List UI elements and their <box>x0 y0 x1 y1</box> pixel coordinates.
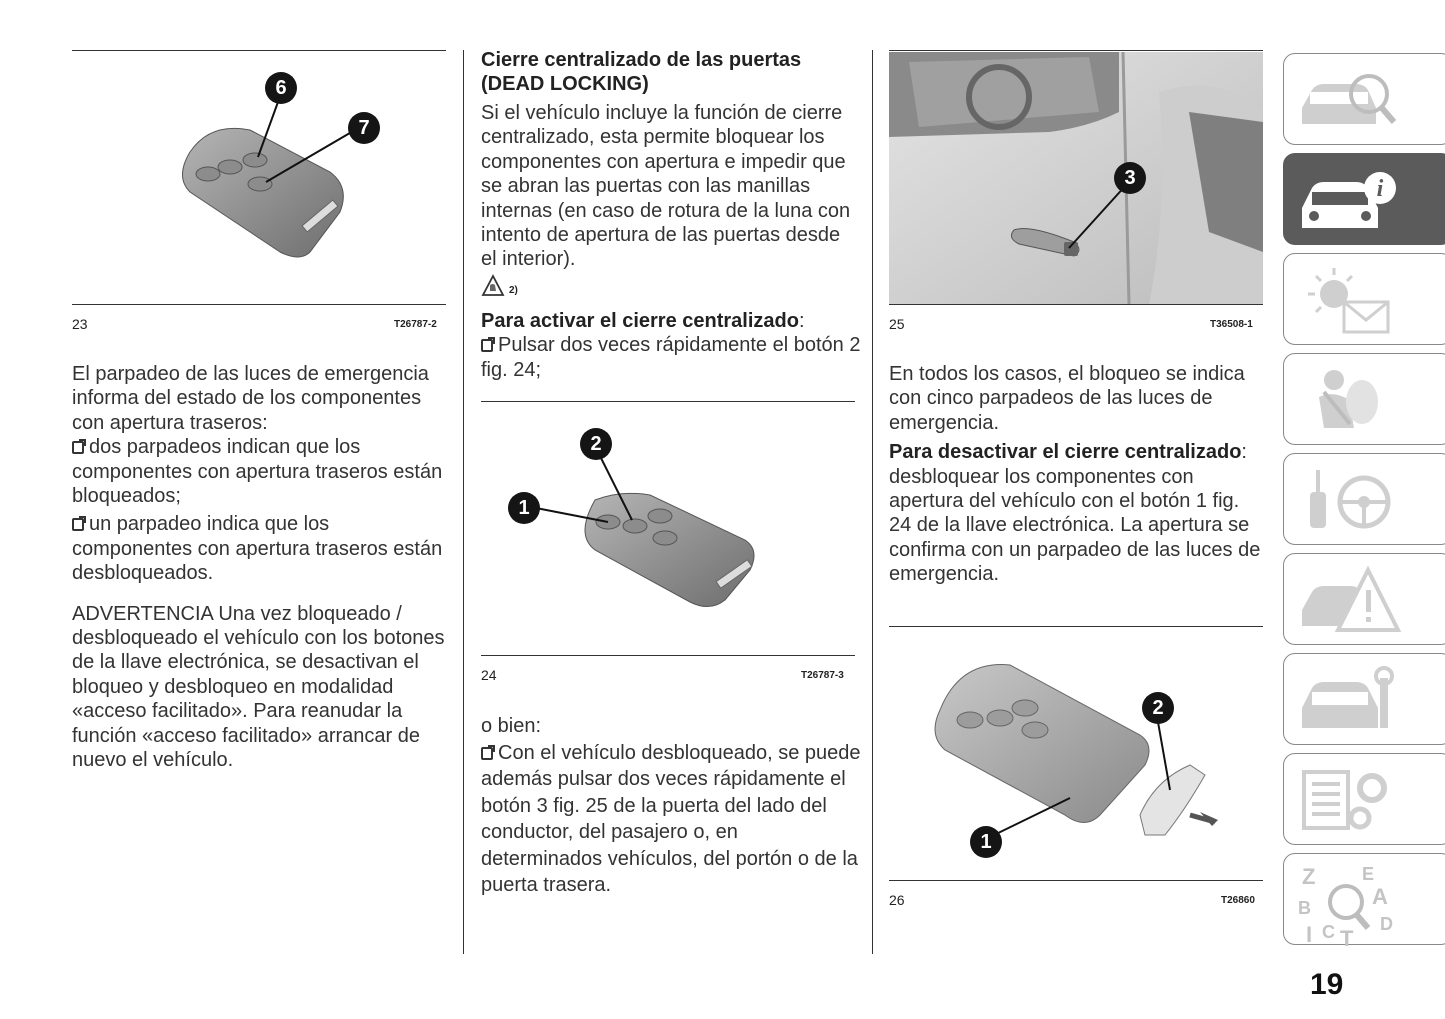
bullet-icon <box>72 441 84 454</box>
warning-reference <box>481 274 541 300</box>
alternative-bullet-text: Con el vehículo desbloqueado, se puede además pulsar dos veces rápidamente el botón 3 fig. 25 de la puerta del lado del conductor, del pasajero o, en determinados vehículos, del portón o de la puerta trasera. <box>481 741 861 896</box>
deactivate-label: Para desactivar el cierre centralizado <box>889 441 1242 464</box>
index-letter-i: I <box>1306 922 1313 946</box>
dead-locking-intro: Si el vehículo incluye la función de cierre centralizado, esta permite bloquear los componentes con apertura e impedir que se abran las puertas con las manillas internas (en caso de rotura de la luna con intento de apertura de las puertas desde el interior). <box>481 102 851 271</box>
figure-25-number: 25 <box>889 316 905 332</box>
figure-26-rule <box>889 880 1263 881</box>
callout-7: 7 <box>348 112 380 144</box>
bullet-icon <box>72 518 84 531</box>
dead-locking-heading: Cierre centralizado de las puertas (DEAD LOCKING) <box>481 49 802 95</box>
figure-26-top-rule <box>889 626 1263 627</box>
car-wrench-icon <box>1294 662 1404 738</box>
index-letter-t: T <box>1340 926 1354 946</box>
figure-24-rule <box>481 655 855 656</box>
figure-26-number: 26 <box>889 892 905 908</box>
activate-bullet-text: Pulsar dos veces rápidamente el botón 2 fig. 24; <box>481 334 861 381</box>
callout-3: 3 <box>1114 162 1146 194</box>
figure-25-rule <box>889 304 1263 305</box>
warning-paragraph: ADVERTENCIA Una vez bloqueado / desbloqueado el vehículo con los botones de la llave electrónica, se desactivan el bloqueo y desbloqueo en modalidad «acceso facilitado». Para reanudar la función «acceso facilitado» arrancar de nuevo el vehículo. <box>72 602 445 772</box>
bullet-icon <box>481 747 493 760</box>
figure-24-number: 24 <box>481 667 497 683</box>
index-letter-b: B <box>1298 898 1311 918</box>
activate-section <box>481 309 861 382</box>
bullet-one-flash <box>72 512 446 585</box>
key-card-emergency-key-illustration <box>900 640 1260 870</box>
or-text: o bien: <box>481 715 542 737</box>
tab-maintenance[interactable] <box>1283 653 1445 745</box>
light-message-icon <box>1294 262 1404 338</box>
tab-safety[interactable] <box>1283 353 1445 445</box>
callout-6: 6 <box>265 72 297 104</box>
figure-25-top-rule <box>889 50 1263 51</box>
tab-dashboard[interactable] <box>1283 253 1445 345</box>
figure-23-rule <box>72 304 446 305</box>
car-warning-icon <box>1294 562 1404 638</box>
tab-knowing-vehicle[interactable] <box>1283 53 1445 145</box>
index-letter-e: E <box>1362 864 1375 884</box>
tab-info[interactable] <box>1283 153 1445 245</box>
car-magnifier-icon <box>1294 62 1404 138</box>
hazard-lights-paragraph: El parpadeo de las luces de emergencia informa del estado de los componentes con apertura traseros: <box>72 363 429 434</box>
alternative-bullet <box>481 740 861 899</box>
tab-index[interactable] <box>1283 853 1445 945</box>
column-divider-2 <box>872 50 873 954</box>
figure-24-top-rule <box>481 401 855 402</box>
callout-1: 1 <box>970 826 1002 858</box>
warning-reference-number: 2) <box>509 285 518 296</box>
page-number: 19 <box>1310 968 1344 1001</box>
figure-23-code: T26787-2 <box>394 319 437 330</box>
warning-hand-icon <box>481 274 505 298</box>
column1-top-rule <box>72 50 446 51</box>
bullet-one-flash-text: un parpadeo indica que los componentes con apertura traseros están desbloqueados. <box>72 513 443 585</box>
figure-26-image <box>900 640 1260 870</box>
column1-text <box>72 362 446 773</box>
airbag-person-icon <box>1294 362 1404 438</box>
car-door-photo <box>889 52 1263 304</box>
tab-starting-driving[interactable] <box>1283 453 1445 545</box>
deactivate-paragraph <box>889 440 1267 586</box>
index-letter-c: C <box>1322 922 1335 942</box>
callout-1: 1 <box>508 492 540 524</box>
bullet-icon <box>481 339 493 352</box>
car-info-icon <box>1294 162 1404 238</box>
key-card-illustration <box>500 420 820 630</box>
bullet-two-flashes-text: dos parpadeos indican que los componentes con apertura traseros están bloqueados; <box>72 436 443 508</box>
figure-24-image <box>500 420 820 630</box>
callout-2: 2 <box>1142 692 1174 724</box>
list-gears-icon <box>1294 762 1404 838</box>
figure-26-code: T26860 <box>1221 895 1255 906</box>
figure-25-image <box>889 52 1263 304</box>
activate-bullet <box>481 333 861 382</box>
figure-23-image <box>150 62 440 282</box>
alternative-section <box>481 713 861 899</box>
tab-emergency[interactable] <box>1283 553 1445 645</box>
activate-colon: : <box>798 310 805 332</box>
svg-text:i: i <box>1376 176 1384 202</box>
index-letter-d: D <box>1380 914 1393 934</box>
tab-technical-data[interactable] <box>1283 753 1445 845</box>
callout-2: 2 <box>580 428 612 460</box>
deactivate-text: : desbloquear los componentes con apertura del vehículo con el botón 1 fig. 24 de la llave electrónica. La apertura se confirma con un parpadeo de las luces de emergencia. <box>889 441 1261 586</box>
alphabet-index-icon <box>1294 862 1404 946</box>
activate-label: Para activar el cierre centralizado <box>481 310 799 332</box>
bullet-two-flashes <box>72 435 446 508</box>
key-steering-icon <box>1294 462 1404 538</box>
index-letter-a: A <box>1372 884 1388 909</box>
column3-text <box>889 362 1267 587</box>
five-flashes-paragraph: En todos los casos, el bloqueo se indica con cinco parpadeos de las luces de emergencia. <box>889 363 1245 434</box>
activate-heading <box>481 309 861 333</box>
column-divider-1 <box>463 50 464 954</box>
index-letter-z: Z <box>1302 864 1316 889</box>
figure-25-code: T36508-1 <box>1210 319 1253 330</box>
figure-24-code: T26787-3 <box>801 670 844 681</box>
figure-23-number: 23 <box>72 316 88 332</box>
